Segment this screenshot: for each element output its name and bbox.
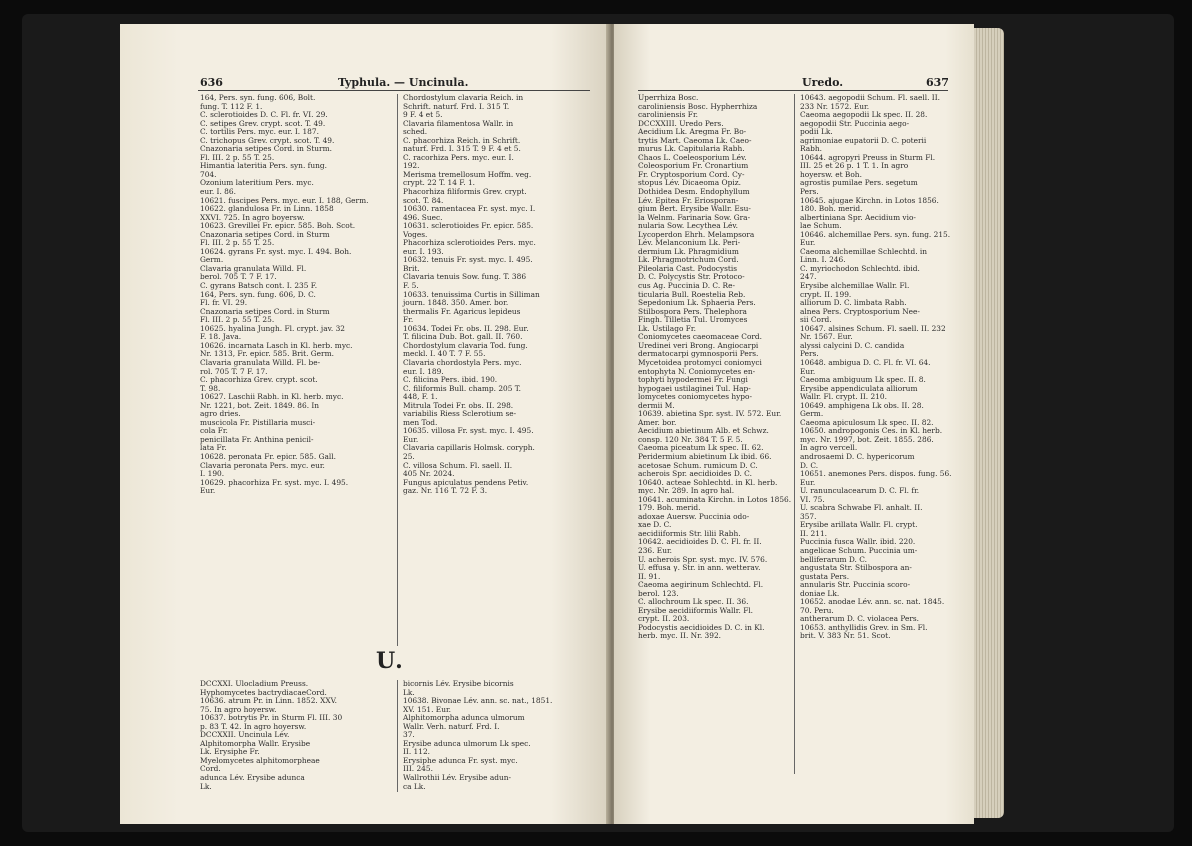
text-line: cola Fr. (200, 426, 228, 436)
text-line: Mitrula Todei Fr. obs. II. 298. (403, 400, 514, 410)
text-line: 9 F. 4 et 5. (403, 110, 443, 120)
text-line: 10635. villosa Fr. syst. myc. I. 495. (403, 426, 534, 436)
text-line: 192. (403, 161, 420, 171)
text-line: 75. In agro hoyersw. (200, 704, 277, 714)
text-line: Erysibe adunca ulmorum Lk spec. (403, 738, 531, 748)
text-line: Clavaria filamentosa Wallr. in (403, 118, 514, 128)
text-line: D. C. (800, 460, 819, 470)
text-line: la Welnm. Farinaria Sow. Gra- (638, 212, 751, 222)
text-line: bicornis Lév. Erysibe bicornis (403, 679, 514, 688)
text-line: C. allochroum Lk spec. II. 36. (638, 597, 749, 607)
text-line: 10652. anodae Lév. ann. sc. nat. 1845. (800, 597, 945, 607)
text-line: Nr. 1313, Fr. epicr. 585. Brit. Germ. (200, 349, 334, 359)
text-line: C. sclerotioides D. C. Fl. fr. VI. 29. (200, 110, 328, 120)
text-line: Clavaria granulata Willd. Fl. be- (200, 357, 321, 367)
text-line: Aecidium Lk. Aregma Fr. Bo- (638, 127, 747, 137)
text-line: Caeoma aegirinum Schlechtd. Fl. (638, 580, 764, 590)
text-line: Peridermium abietinum Lk ibid. 66. (638, 451, 772, 461)
text-line: Erysibe arillata Wallr. Fl. crypt. (800, 520, 918, 530)
text-line: Himantia lateritia Pers. syn. fung. (200, 161, 327, 171)
text-line: 10651. anemones Pers. dispos. fung. 56. (800, 469, 952, 479)
text-line: 10653. anthyllidis Grev. in Sm. Fl. (800, 622, 928, 632)
text-line: nularia Sow. Lecythea Lév. (638, 221, 738, 231)
text-line: 10648. ambigua D. C. Fl. fr. VI. 64. (800, 357, 931, 367)
text-line: C. villosa Schum. Fl. saell. II. (403, 460, 513, 470)
text-line: p. 83 T. 42. In agro hoyersw. (200, 721, 307, 731)
text-line: Lk. (403, 687, 415, 697)
text-line: Ozonium lateritium Pers. myc. (200, 178, 314, 188)
text-line: crypt. II. 199. (800, 289, 852, 299)
text-line: 10622. glandulosa Fr. in Linn. 1858 (200, 204, 334, 214)
text-line: doniae Lk. (800, 588, 840, 598)
text-line: 405 Nr. 2024. (403, 469, 455, 479)
text-line: albertiniana Spr. Aecidium vio- (800, 212, 916, 222)
text-line: journ. 1848. 350. Amer. bor. (403, 298, 509, 308)
text-line: Caeoma piceatum Lk spec. II. 62. (638, 443, 764, 453)
text-line: C. phacorhiza Grev. crypt. scot. (200, 375, 318, 385)
text-line: crypt. 22 T. 14 F. 1. (403, 178, 476, 188)
text-line: Wallr. Fl. crypt. II. 210. (800, 392, 887, 402)
text-line: 10630. ramentacea Fr. syst. myc. I. (403, 204, 536, 214)
text-line: 10631. sclerotioides Fr. epicr. 585. (403, 221, 534, 231)
text-line: C. trichopus Grev. crypt. scot. T. 49. (200, 135, 335, 145)
text-line: Pers. (800, 187, 819, 197)
text-line: Eur. (403, 434, 419, 444)
text-line: 179. Boh. merid. (638, 503, 701, 513)
text-line: scot. T. 84. (403, 195, 444, 205)
text-line: Eur. (200, 486, 216, 496)
text-line: Lk. (200, 781, 212, 791)
text-line: trytis Mart. Caeoma Lk. Caeo- (638, 135, 752, 145)
text-line: Linn. I. 246. (800, 255, 846, 265)
column-divider-right (794, 94, 795, 774)
text-line: adunca Lév. Erysibe adunca (200, 773, 305, 783)
text-line: 10629. phacorhiza Fr. syst. myc. I. 495. (200, 477, 349, 487)
text-line: In agro vercell. (800, 443, 858, 453)
text-line: Puccinia fusca Wallr. ibid. 220. (800, 537, 916, 547)
text-line: variabilis Riess Sclerotium se- (403, 409, 517, 419)
text-line: Lk. Ustilago Fr. (638, 323, 696, 333)
section-letter: U. (376, 648, 405, 674)
text-line: Wallrothii Lév. Erysibe adun- (403, 773, 512, 783)
text-line: Lk. Phragmotrichum Cord. (638, 255, 739, 265)
text-line: 10633. tenuissima Curtis in Silliman (403, 289, 540, 299)
text-line: men Tod. (403, 417, 438, 427)
text-line: alyssi calycini D. C. candida (800, 340, 905, 350)
text-line: III. 25 et 26 p. 1 T. 1. In agro (800, 161, 909, 171)
text-line: Alphitomorpha Wallr. Erysibe (200, 738, 311, 748)
text-line: Erysibe alchemillae Wallr. Fl. (800, 281, 910, 291)
text-line: 10634. Todei Fr. obs. II. 298. Eur. (403, 323, 529, 333)
text-line: annularis Str. Puccinia scoro- (800, 580, 911, 590)
text-line: 10625. hyalina Jungh. Fl. crypt. jav. 32 (200, 323, 346, 333)
text-line: xae D. C. (638, 520, 672, 530)
text-line: Hyphomycetes bactrydiacaeCord. (200, 687, 327, 697)
text-line: 236. Eur. (638, 545, 673, 555)
text-line: dermatocarpi gymnosporii Pers. (638, 349, 759, 359)
column-divider-left (397, 94, 398, 646)
text-line: 10644. agropyri Preuss in Sturm Fl. (800, 152, 936, 162)
text-line: 10627. Laschii Rabh. in Kl. herb. myc. (200, 392, 344, 402)
text-line: 10637. botrytis Pr. in Sturm Fl. III. 30 (200, 713, 343, 723)
text-line: Sepedonium Lk. Sphaeria Pers. (638, 298, 756, 308)
text-line: agro dries. (200, 409, 241, 419)
text-line: berol. 123. (638, 588, 679, 598)
text-line: 10621. fuscipes Pers. myc. eur. I. 188, Germ. (200, 195, 369, 205)
text-line: Caeoma apiculosum Lk spec. II. 82. (800, 417, 934, 427)
text-line: Caeoma aegopodii Lk spec. II. 28. (800, 110, 928, 120)
text-line: Voges. (403, 229, 428, 239)
text-line: 233 Nr. 1572. Eur. (800, 101, 870, 111)
text-line: eur. I. 86. (200, 187, 236, 197)
text-line: 180. Boh. merid. (800, 204, 863, 214)
text-line: caroliniensis Fr. (638, 110, 699, 120)
left-page (120, 24, 610, 824)
text-line: Cnazonaria setipes Cord. in Sturm (200, 229, 330, 239)
text-line: 70. Peru. (800, 605, 834, 615)
text-line: angelicae Schum. Puccinia um- (800, 545, 918, 555)
text-line: sched. (403, 127, 428, 137)
text-line: naturf. Frd. I. 315 T. 9 F. 4 et 5. (403, 144, 521, 154)
text-line: Aecidium abietinum Alb. et Schwz. (638, 426, 769, 436)
text-line: D. C. Polycystis Str. Protoco- (638, 272, 745, 282)
page-edges (974, 28, 1004, 818)
text-line: Lév. Melanconium Lk. Peri- (638, 238, 741, 248)
text-line: Schrift. naturf. Frd. I. 315 T. (403, 101, 510, 111)
text-line: Eur. (800, 366, 816, 376)
text-line: murus Lk. Capitularia Rabh. (638, 144, 745, 154)
text-line: aecidiiformis Str. lilii Rabh. (638, 528, 741, 538)
left-column-1 (200, 94, 368, 496)
text-line: XXVI. 725. In agro boyersw. (200, 212, 305, 222)
page-number-right: 637 (926, 76, 949, 89)
text-line: 10636. atrum Pr. in Linn. 1852. XXV. (200, 696, 338, 706)
text-line: hypogaei ustilaginei Tul. Hap- (638, 383, 751, 393)
text-line: Clavaria tenuis Sow. fung. T. 386 (403, 272, 527, 282)
text-line: rol. 705 T. 7 F. 17. (200, 366, 268, 376)
text-line: Fr. Cryptosporium Cord. Cy- (638, 169, 745, 179)
text-line: 37. (403, 730, 415, 740)
text-line: C. phacorhiza Reich. in Schrift. (403, 135, 521, 145)
text-line: DCCXXIII. Uredo Pers. (638, 118, 724, 128)
text-line: herb. myc. II. Nr. 392. (638, 631, 721, 641)
text-line: Germ. (800, 409, 824, 419)
text-line: T. 98. (200, 383, 221, 393)
text-line: 10639. abietina Spr. syst. IV. 572. Eur. (638, 409, 782, 419)
text-line: C. filiformis Bull. champ. 205 T. (403, 383, 521, 393)
text-line: ticularia Bull. Roestelia Reb. (638, 289, 746, 299)
text-line: U. effusa γ. Str. in ann. wetterav. (638, 563, 761, 573)
text-line: Clavaria chordostyla Pers. myc. (403, 357, 522, 367)
text-line: ca Lk. (403, 781, 426, 791)
text-line: aegopodii Str. Puccinia aego- (800, 118, 910, 128)
text-line: Myelomycetes alphitomorpheae (200, 755, 320, 765)
text-line: caroliniensis Bosc. Hypherrhiza (638, 101, 758, 111)
left-column-4 (403, 680, 552, 791)
column-divider-left-2 (397, 680, 398, 792)
text-line: Nr. 1221, bot. Zeit. 1849. 86. In (200, 400, 320, 410)
text-line: Fingh. Tilletia Tul. Uromyces (638, 315, 748, 325)
text-line: Erysibe aecidiiformis Wallr. Fl. (638, 605, 754, 615)
text-line: Stilbospora Pers. Thelephora (638, 306, 747, 316)
text-line: III. 245. (403, 764, 433, 774)
text-line: meckl. I. 40 T. 7 F. 55. (403, 349, 486, 359)
text-line: belliferarum D. C. (800, 554, 867, 564)
text-line: I. 190. (200, 469, 225, 479)
text-line: agrimoniae eupatorii D. C. poterii (800, 135, 927, 145)
text-line: eur. I. 189. (403, 366, 444, 376)
text-line: C. tortilis Pers. myc. eur. I. 187. (200, 127, 319, 137)
text-line: Pileolaria Cast. Podocystis (638, 263, 738, 273)
text-line: Lk. Erysiphe Fr. (200, 747, 260, 757)
text-line: Caeoma alchemillae Schlechtd. in (800, 246, 928, 256)
text-line: alliorum D. C. limbata Rabh. (800, 298, 907, 308)
text-line: Fl. III. 2 p. 55 T. 25. (200, 238, 275, 248)
text-line: penicillata Fr. Anthina penicil- (200, 434, 314, 444)
text-line: U. scabra Schwabe Fl. anhalt. II. (800, 503, 923, 513)
text-line: agrostis pumilae Pers. segetum (800, 178, 918, 188)
text-line: Clavaria capillaris Holmsk. coryph. (403, 443, 535, 453)
text-line: Chaos L. Coeleosporium Lév. (638, 152, 747, 162)
text-line: C. gyrans Batsch cont. I. 235 F. (200, 281, 318, 291)
text-line: 448, F. 1. (403, 392, 438, 402)
text-line: Cord. (200, 764, 221, 774)
head-rule-left (198, 90, 590, 91)
text-line: DCCXXII. Uncinula Lév. (200, 730, 290, 740)
text-line: 10624. gyrans Fr. syst. myc. I. 494. Boh. (200, 246, 352, 256)
text-line: 164, Pers. syn. fung. 606, D. C. (200, 289, 316, 299)
text-line: 164, Pers. syn. fung. 606, Bolt. (200, 93, 316, 102)
text-line: Clavaria peronata Pers. myc. eur. (200, 460, 325, 470)
text-line: entophyta N. Coniomycetes en- (638, 366, 756, 376)
text-line: consp. 120 Nr. 384 T. 5 F. 5. (638, 434, 743, 444)
text-line: 704. (200, 169, 217, 179)
text-line: 10642. aecidioides D. C. Fl. fr. II. (638, 537, 762, 547)
text-line: Merisma tremellosum Hoffm. veg. (403, 169, 532, 179)
text-line: androsaemi D. C. hypericorum (800, 451, 915, 461)
text-line: Dothidea Desm. Endophyllum (638, 187, 750, 197)
text-line: C. filicina Pers. ibid. 190. (403, 375, 498, 385)
text-line: lomycetes coniomycetes hypo- (638, 392, 752, 402)
text-line: myc. Nr. 289. In agro hal. (638, 486, 735, 496)
text-line: Alphitomorpha adunca ulmorum (403, 713, 525, 723)
text-line: F. 5. (403, 281, 419, 291)
text-line: II. 91. (638, 571, 661, 581)
text-line: thermalis Fr. Agaricus lepideus (403, 306, 521, 316)
left-column-3 (200, 680, 342, 791)
text-line: dermium Lk. Phragmidium (638, 246, 739, 256)
text-line: 10646. alchemillae Pers. syn. fung. 215. (800, 229, 951, 239)
text-line: XV. 151. Eur. (403, 704, 452, 714)
text-line: DCCXXI. Ulocladium Preuss. (200, 679, 309, 688)
text-line: Uperrhiza Bosc. (638, 93, 699, 102)
text-line: T. filicina Dub. Bot. gall. II. 760. (403, 332, 523, 342)
text-line: acetosae Schum. rumicum D. C. (638, 460, 758, 470)
text-line: Eur. (800, 477, 816, 487)
text-line: hoyersw. et Boh. (800, 169, 862, 179)
text-line: Cnazonaria setipes Cord. in Sturm. (200, 144, 332, 154)
text-line: 10638. Bivonae Lév. ann. sc. nat., 1851. (403, 696, 553, 706)
text-line: myc. Nr. 1997, bot. Zeit. 1855. 286. (800, 434, 934, 444)
text-line: Fl. III. 2 p. 55 T. 25. (200, 315, 275, 325)
text-line: U. acherois Spr. syst. myc. IV. 576. (638, 554, 768, 564)
page-number-left: 636 (200, 76, 223, 89)
text-line: angustata Str. Stilbospora an- (800, 563, 912, 573)
text-line: Chordostylum clavaria Reich. in (403, 93, 524, 102)
text-line: lae Schum. (800, 221, 842, 231)
text-line: II. 211. (800, 528, 827, 538)
text-line: Erysibe appendiculata alliorum (800, 383, 918, 393)
text-line: 10641. acuminata Kirchn. in Lotos 1856. (638, 494, 792, 504)
text-line: 247. (800, 272, 817, 282)
text-line: 10628. peronata Fr. epicr. 585. Gall. (200, 451, 336, 461)
text-line: alnea Pers. Cryptosporium Nee- (800, 306, 920, 316)
text-line: C. myriochodon Schlechtd. ibid. (800, 263, 920, 273)
text-line: adoxae Auersw. Puccinia odo- (638, 511, 750, 521)
text-line: U. ranunculacearum D. C. Fl. fr. (800, 486, 920, 496)
text-line: Coniomycetes caeomaceae Cord. (638, 332, 763, 342)
text-line: Brit. (403, 263, 420, 273)
text-line: 496. Suec. (403, 212, 443, 222)
text-line: Pers. (800, 349, 819, 359)
text-line: II. 112. (403, 747, 430, 757)
text-line: Fungus apiculatus pendens Petiv. (403, 477, 529, 487)
text-line: tophyti hypodermei Fr. Fungi (638, 375, 748, 385)
text-line: berol. 705 T. 7 F. 17. (200, 272, 277, 282)
text-line: podii Lk. (800, 127, 833, 137)
text-line: Caeoma ambiguum Lk spec. II. 8. (800, 375, 926, 385)
text-line: Amer. bor. (638, 417, 677, 427)
text-line: 10626. incarnata Lasch in Kl. herb. myc. (200, 340, 353, 350)
text-line: Podocystis aecidioides D. C. in Kl. (638, 622, 765, 632)
text-line: 357. (800, 511, 817, 521)
text-line: 10623. Grevillei Fr. epicr. 585. Boh. Scot. (200, 221, 356, 231)
text-line: 10649. amphigena Lk obs. II. 28. (800, 400, 924, 410)
text-line: Fl. fr. VI. 29. (200, 298, 248, 308)
text-line: Coleosporium Fr. Cronartium (638, 161, 749, 171)
text-line: antherarum D. C. violacea Pers. (800, 614, 920, 624)
running-head-right: Uredo. (802, 76, 844, 89)
text-line: Phacorhiza sclerotioides Pers. myc. (403, 238, 536, 248)
text-line: Nr. 1567. Eur. (800, 332, 853, 342)
right-column-1 (638, 94, 791, 641)
text-line: Fl. III. 2 p. 55 T. 25. (200, 152, 275, 162)
text-line: 10647. alsines Schum. Fl. saell. II. 232 (800, 323, 946, 333)
text-line: Lycoperdon Ehrh. Melampsora (638, 229, 755, 239)
text-line: cus Ag. Puccinia D. C. Re- (638, 281, 735, 291)
text-line: Clavaria granulata Willd. Fl. (200, 263, 307, 273)
text-line: acherois Spr. aecidioides D. C. (638, 469, 752, 479)
text-line: 10632. tenuis Fr. syst. myc. I. 495. (403, 255, 533, 265)
text-line: Eur. (800, 238, 816, 248)
text-line: Mycetoidea protomyci coniomyci (638, 357, 762, 367)
right-column-2 (800, 94, 952, 641)
text-line: gustata Pers. (800, 571, 850, 581)
text-line: gaz. Nr. 116 T. 72 F. 3. (403, 486, 488, 496)
text-line: 10650. andropogonis Ces. in Kl. herb. (800, 426, 943, 436)
text-line: C. racorhiza Pers. myc. eur. I. (403, 152, 514, 162)
text-line: Lév. Epitea Fr. Eriosporan- (638, 195, 739, 205)
text-line: Wallr. Verh. naturf. Frd. I. (403, 721, 500, 731)
text-line: Rabh. (800, 144, 822, 154)
text-line: Uredinei veri Brong. Angiocarpi (638, 340, 759, 350)
text-line: Fr. (403, 315, 414, 325)
head-rule-right (638, 90, 948, 91)
text-line: 10640. acteae Sohlechtd. in Kl. herb. (638, 477, 778, 487)
text-line: fung. T. 112 F. 1. (200, 101, 263, 111)
text-line: muscicola Fr. Pistillaria musci- (200, 417, 316, 427)
text-line: F. 18. Java. (200, 332, 242, 342)
text-line: Chordostylum clavaria Tod. fung. (403, 340, 528, 350)
running-head-left: Typhula. — Uncinula. (338, 76, 469, 89)
text-line: Erysiphe adunca Fr. syst. myc. (403, 755, 518, 765)
text-line: 10645. ajugae Kirchn. in Lotos 1856. (800, 195, 939, 205)
text-line: Phacorhiza filiformis Grev. crypt. (403, 187, 527, 197)
text-line: sii Cord. (800, 315, 832, 325)
text-line: VI. 75. (800, 494, 825, 504)
text-line: C. setipes Grev. crypt. scot. T. 49. (200, 118, 326, 128)
text-line: 10643. aegopodii Schum. Fl. saell. II. (800, 93, 940, 102)
text-line: Cnazonaria setipes Cord. in Sturm (200, 306, 330, 316)
text-line: stopus Lév. Dicaeoma Opiz. (638, 178, 741, 188)
text-line: lata Fr. (200, 443, 227, 453)
left-column-2 (403, 94, 540, 496)
text-line: Germ. (200, 255, 224, 265)
text-line: brit. V. 383 Nr. 51. Scot. (800, 631, 891, 641)
text-line: eur. I. 193. (403, 246, 444, 256)
text-line: gium Bert. Erysibe Wallr. Esu- (638, 204, 751, 214)
text-line: dermii M. (638, 400, 675, 410)
right-page (614, 24, 974, 824)
text-line: crypt. II. 203. (638, 614, 690, 624)
text-line: 25. (403, 451, 415, 461)
